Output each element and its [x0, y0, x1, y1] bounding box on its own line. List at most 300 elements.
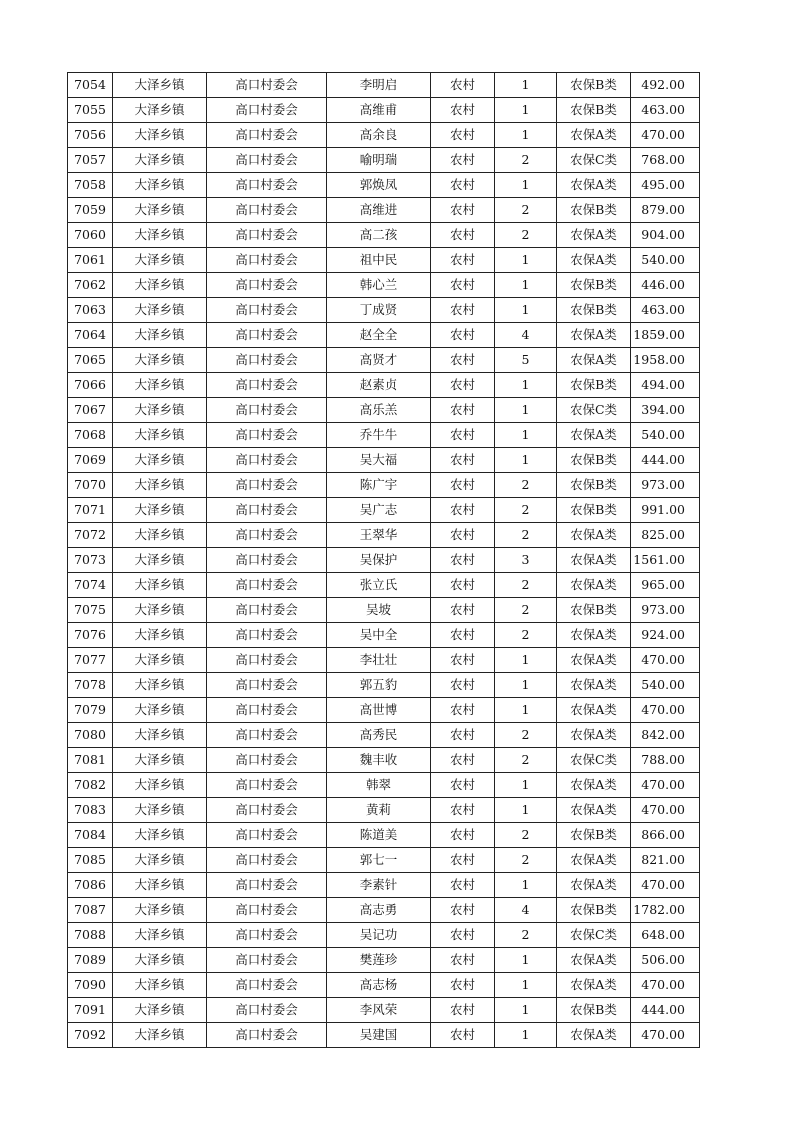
name-cell: 赵全全: [327, 323, 431, 348]
township-cell: 大泽乡镇: [113, 573, 207, 598]
amount-cell: 470.00: [631, 973, 700, 998]
table-body: [68, 73, 700, 1048]
count-cell: 1: [495, 998, 557, 1023]
village-cell: 高口村委会: [207, 523, 327, 548]
village-cell: 高口村委会: [207, 948, 327, 973]
serial-cell: 7065: [68, 348, 113, 373]
table-row: [68, 648, 700, 673]
category-cell: 农保B类: [557, 823, 631, 848]
name-cell: 吴中全: [327, 623, 431, 648]
category-cell: 农保A类: [557, 523, 631, 548]
category-cell: 农保A类: [557, 348, 631, 373]
village-cell: 高口村委会: [207, 623, 327, 648]
name-cell: 韩心兰: [327, 273, 431, 298]
category-cell: 农保B类: [557, 298, 631, 323]
village-cell: 高口村委会: [207, 673, 327, 698]
area-cell: 农村: [431, 323, 495, 348]
serial-cell: 7054: [68, 73, 113, 98]
name-cell: 高贤才: [327, 348, 431, 373]
township-cell: 大泽乡镇: [113, 923, 207, 948]
table-row: [68, 748, 700, 773]
village-cell: 高口村委会: [207, 548, 327, 573]
count-cell: 4: [495, 323, 557, 348]
category-cell: 农保C类: [557, 148, 631, 173]
amount-cell: 1561.00: [631, 548, 700, 573]
village-cell: 高口村委会: [207, 973, 327, 998]
count-cell: 2: [495, 598, 557, 623]
category-cell: 农保A类: [557, 848, 631, 873]
village-cell: 高口村委会: [207, 1023, 327, 1048]
serial-cell: 7083: [68, 798, 113, 823]
count-cell: 3: [495, 548, 557, 573]
village-cell: 高口村委会: [207, 873, 327, 898]
table-row: [68, 373, 700, 398]
count-cell: 2: [495, 748, 557, 773]
amount-cell: 470.00: [631, 123, 700, 148]
serial-cell: 7078: [68, 673, 113, 698]
category-cell: 农保A类: [557, 123, 631, 148]
category-cell: 农保B类: [557, 198, 631, 223]
count-cell: 1: [495, 273, 557, 298]
village-cell: 高口村委会: [207, 748, 327, 773]
table-row: [68, 223, 700, 248]
village-cell: 高口村委会: [207, 923, 327, 948]
area-cell: 农村: [431, 523, 495, 548]
village-cell: 高口村委会: [207, 148, 327, 173]
table-row: [68, 123, 700, 148]
table-row: [68, 348, 700, 373]
category-cell: 农保A类: [557, 973, 631, 998]
area-cell: 农村: [431, 348, 495, 373]
count-cell: 1: [495, 248, 557, 273]
count-cell: 2: [495, 923, 557, 948]
count-cell: 2: [495, 198, 557, 223]
township-cell: 大泽乡镇: [113, 398, 207, 423]
township-cell: 大泽乡镇: [113, 548, 207, 573]
table-row: [68, 998, 700, 1023]
township-cell: 大泽乡镇: [113, 973, 207, 998]
serial-cell: 7070: [68, 473, 113, 498]
count-cell: 2: [495, 623, 557, 648]
area-cell: 农村: [431, 598, 495, 623]
category-cell: 农保A类: [557, 223, 631, 248]
count-cell: 4: [495, 898, 557, 923]
township-cell: 大泽乡镇: [113, 848, 207, 873]
category-cell: 农保A类: [557, 173, 631, 198]
name-cell: 丁成贤: [327, 298, 431, 323]
table-row: [68, 623, 700, 648]
category-cell: 农保A类: [557, 673, 631, 698]
amount-cell: 965.00: [631, 573, 700, 598]
count-cell: 2: [495, 823, 557, 848]
count-cell: 2: [495, 473, 557, 498]
township-cell: 大泽乡镇: [113, 1023, 207, 1048]
table-row: [68, 723, 700, 748]
serial-cell: 7091: [68, 998, 113, 1023]
area-cell: 农村: [431, 698, 495, 723]
serial-cell: 7087: [68, 898, 113, 923]
serial-cell: 7064: [68, 323, 113, 348]
serial-cell: 7067: [68, 398, 113, 423]
township-cell: 大泽乡镇: [113, 648, 207, 673]
township-cell: 大泽乡镇: [113, 198, 207, 223]
table-row: [68, 198, 700, 223]
village-cell: 高口村委会: [207, 173, 327, 198]
category-cell: 农保A类: [557, 873, 631, 898]
amount-cell: 842.00: [631, 723, 700, 748]
table-row: [68, 398, 700, 423]
amount-cell: 973.00: [631, 473, 700, 498]
amount-cell: 821.00: [631, 848, 700, 873]
amount-cell: 825.00: [631, 523, 700, 548]
amount-cell: 463.00: [631, 98, 700, 123]
table-row: [68, 1023, 700, 1048]
table-row: [68, 948, 700, 973]
category-cell: 农保B类: [557, 448, 631, 473]
amount-cell: 788.00: [631, 748, 700, 773]
amount-cell: 495.00: [631, 173, 700, 198]
table-row: [68, 873, 700, 898]
area-cell: 农村: [431, 623, 495, 648]
table-row: [68, 98, 700, 123]
table-row: [68, 423, 700, 448]
count-cell: 2: [495, 223, 557, 248]
serial-cell: 7079: [68, 698, 113, 723]
area-cell: 农村: [431, 423, 495, 448]
township-cell: 大泽乡镇: [113, 698, 207, 723]
serial-cell: 7068: [68, 423, 113, 448]
village-cell: 高口村委会: [207, 648, 327, 673]
count-cell: 1: [495, 648, 557, 673]
table-row: [68, 548, 700, 573]
category-cell: 农保C类: [557, 398, 631, 423]
area-cell: 农村: [431, 273, 495, 298]
count-cell: 1: [495, 398, 557, 423]
village-cell: 高口村委会: [207, 373, 327, 398]
village-cell: 高口村委会: [207, 498, 327, 523]
serial-cell: 7061: [68, 248, 113, 273]
table-row: [68, 798, 700, 823]
township-cell: 大泽乡镇: [113, 173, 207, 198]
category-cell: 农保A类: [557, 623, 631, 648]
township-cell: 大泽乡镇: [113, 998, 207, 1023]
township-cell: 大泽乡镇: [113, 298, 207, 323]
township-cell: 大泽乡镇: [113, 748, 207, 773]
table-row: [68, 598, 700, 623]
village-cell: 高口村委会: [207, 323, 327, 348]
area-cell: 农村: [431, 223, 495, 248]
village-cell: 高口村委会: [207, 223, 327, 248]
village-cell: 高口村委会: [207, 248, 327, 273]
village-cell: 高口村委会: [207, 723, 327, 748]
data-table: [67, 72, 700, 1048]
name-cell: 高维甫: [327, 98, 431, 123]
table-row: [68, 498, 700, 523]
name-cell: 魏丰收: [327, 748, 431, 773]
name-cell: 高世博: [327, 698, 431, 723]
amount-cell: 470.00: [631, 798, 700, 823]
amount-cell: 394.00: [631, 398, 700, 423]
name-cell: 高志杨: [327, 973, 431, 998]
count-cell: 1: [495, 373, 557, 398]
amount-cell: 446.00: [631, 273, 700, 298]
serial-cell: 7060: [68, 223, 113, 248]
name-cell: 李明启: [327, 73, 431, 98]
township-cell: 大泽乡镇: [113, 873, 207, 898]
township-cell: 大泽乡镇: [113, 523, 207, 548]
amount-cell: 470.00: [631, 1023, 700, 1048]
area-cell: 农村: [431, 798, 495, 823]
village-cell: 高口村委会: [207, 898, 327, 923]
category-cell: 农保A类: [557, 773, 631, 798]
township-cell: 大泽乡镇: [113, 623, 207, 648]
area-cell: 农村: [431, 73, 495, 98]
table-row: [68, 973, 700, 998]
village-cell: 高口村委会: [207, 848, 327, 873]
count-cell: 1: [495, 123, 557, 148]
area-cell: 农村: [431, 873, 495, 898]
name-cell: 高余良: [327, 123, 431, 148]
serial-cell: 7071: [68, 498, 113, 523]
area-cell: 农村: [431, 498, 495, 523]
count-cell: 1: [495, 798, 557, 823]
name-cell: 吴坡: [327, 598, 431, 623]
area-cell: 农村: [431, 898, 495, 923]
serial-cell: 7074: [68, 573, 113, 598]
amount-cell: 768.00: [631, 148, 700, 173]
area-cell: 农村: [431, 98, 495, 123]
serial-cell: 7090: [68, 973, 113, 998]
count-cell: 1: [495, 173, 557, 198]
table-row: [68, 698, 700, 723]
count-cell: 1: [495, 673, 557, 698]
serial-cell: 7092: [68, 1023, 113, 1048]
amount-cell: 470.00: [631, 698, 700, 723]
serial-cell: 7077: [68, 648, 113, 673]
category-cell: 农保C类: [557, 748, 631, 773]
table-row: [68, 298, 700, 323]
table-row: [68, 323, 700, 348]
count-cell: 1: [495, 698, 557, 723]
area-cell: 农村: [431, 148, 495, 173]
category-cell: 农保B类: [557, 498, 631, 523]
count-cell: 5: [495, 348, 557, 373]
count-cell: 1: [495, 773, 557, 798]
category-cell: 农保B类: [557, 898, 631, 923]
village-cell: 高口村委会: [207, 598, 327, 623]
name-cell: 樊莲珍: [327, 948, 431, 973]
township-cell: 大泽乡镇: [113, 773, 207, 798]
serial-cell: 7080: [68, 723, 113, 748]
area-cell: 农村: [431, 198, 495, 223]
area-cell: 农村: [431, 823, 495, 848]
count-cell: 1: [495, 423, 557, 448]
village-cell: 高口村委会: [207, 473, 327, 498]
amount-cell: 991.00: [631, 498, 700, 523]
area-cell: 农村: [431, 373, 495, 398]
count-cell: 2: [495, 148, 557, 173]
serial-cell: 7059: [68, 198, 113, 223]
serial-cell: 7089: [68, 948, 113, 973]
village-cell: 高口村委会: [207, 998, 327, 1023]
amount-cell: 540.00: [631, 248, 700, 273]
area-cell: 农村: [431, 398, 495, 423]
amount-cell: 1782.00: [631, 898, 700, 923]
serial-cell: 7084: [68, 823, 113, 848]
name-cell: 黄莉: [327, 798, 431, 823]
serial-cell: 7076: [68, 623, 113, 648]
amount-cell: 540.00: [631, 423, 700, 448]
village-cell: 高口村委会: [207, 573, 327, 598]
township-cell: 大泽乡镇: [113, 248, 207, 273]
township-cell: 大泽乡镇: [113, 448, 207, 473]
name-cell: 高维进: [327, 198, 431, 223]
area-cell: 农村: [431, 1023, 495, 1048]
name-cell: 韩翠: [327, 773, 431, 798]
area-cell: 农村: [431, 298, 495, 323]
area-cell: 农村: [431, 248, 495, 273]
name-cell: 高二孩: [327, 223, 431, 248]
area-cell: 农村: [431, 848, 495, 873]
name-cell: 赵素贞: [327, 373, 431, 398]
area-cell: 农村: [431, 648, 495, 673]
amount-cell: 444.00: [631, 448, 700, 473]
area-cell: 农村: [431, 723, 495, 748]
count-cell: 1: [495, 98, 557, 123]
village-cell: 高口村委会: [207, 823, 327, 848]
name-cell: 吴大福: [327, 448, 431, 473]
area-cell: 农村: [431, 123, 495, 148]
amount-cell: 444.00: [631, 998, 700, 1023]
table-row: [68, 173, 700, 198]
area-cell: 农村: [431, 973, 495, 998]
amount-cell: 1958.00: [631, 348, 700, 373]
table-row: [68, 473, 700, 498]
township-cell: 大泽乡镇: [113, 348, 207, 373]
name-cell: 陈广宇: [327, 473, 431, 498]
table-row: [68, 73, 700, 98]
serial-cell: 7057: [68, 148, 113, 173]
township-cell: 大泽乡镇: [113, 273, 207, 298]
amount-cell: 492.00: [631, 73, 700, 98]
table-row: [68, 573, 700, 598]
amount-cell: 1859.00: [631, 323, 700, 348]
area-cell: 农村: [431, 998, 495, 1023]
name-cell: 张立氏: [327, 573, 431, 598]
village-cell: 高口村委会: [207, 73, 327, 98]
township-cell: 大泽乡镇: [113, 823, 207, 848]
serial-cell: 7063: [68, 298, 113, 323]
serial-cell: 7075: [68, 598, 113, 623]
township-cell: 大泽乡镇: [113, 473, 207, 498]
name-cell: 吴建国: [327, 1023, 431, 1048]
category-cell: 农保A类: [557, 548, 631, 573]
area-cell: 农村: [431, 173, 495, 198]
serial-cell: 7072: [68, 523, 113, 548]
count-cell: 1: [495, 973, 557, 998]
area-cell: 农村: [431, 948, 495, 973]
village-cell: 高口村委会: [207, 348, 327, 373]
count-cell: 1: [495, 948, 557, 973]
table-row: [68, 673, 700, 698]
township-cell: 大泽乡镇: [113, 73, 207, 98]
name-cell: 乔牛牛: [327, 423, 431, 448]
name-cell: 吴保护: [327, 548, 431, 573]
serial-cell: 7069: [68, 448, 113, 473]
township-cell: 大泽乡镇: [113, 673, 207, 698]
serial-cell: 7088: [68, 923, 113, 948]
table-row: [68, 923, 700, 948]
serial-cell: 7056: [68, 123, 113, 148]
table-row: [68, 273, 700, 298]
category-cell: 农保A类: [557, 323, 631, 348]
township-cell: 大泽乡镇: [113, 323, 207, 348]
category-cell: 农保A类: [557, 648, 631, 673]
amount-cell: 866.00: [631, 823, 700, 848]
amount-cell: 506.00: [631, 948, 700, 973]
count-cell: 2: [495, 573, 557, 598]
category-cell: 农保C类: [557, 923, 631, 948]
area-cell: 农村: [431, 448, 495, 473]
name-cell: 吴广志: [327, 498, 431, 523]
count-cell: 1: [495, 1023, 557, 1048]
serial-cell: 7085: [68, 848, 113, 873]
area-cell: 农村: [431, 923, 495, 948]
township-cell: 大泽乡镇: [113, 98, 207, 123]
count-cell: 2: [495, 523, 557, 548]
category-cell: 农保B类: [557, 73, 631, 98]
amount-cell: 470.00: [631, 648, 700, 673]
area-cell: 农村: [431, 573, 495, 598]
table-row: [68, 823, 700, 848]
village-cell: 高口村委会: [207, 198, 327, 223]
amount-cell: 494.00: [631, 373, 700, 398]
category-cell: 农保A类: [557, 698, 631, 723]
table-row: [68, 523, 700, 548]
category-cell: 农保B类: [557, 473, 631, 498]
table-row: [68, 848, 700, 873]
category-cell: 农保A类: [557, 423, 631, 448]
name-cell: 吴记功: [327, 923, 431, 948]
category-cell: 农保A类: [557, 1023, 631, 1048]
serial-cell: 7055: [68, 98, 113, 123]
village-cell: 高口村委会: [207, 398, 327, 423]
village-cell: 高口村委会: [207, 423, 327, 448]
name-cell: 高志勇: [327, 898, 431, 923]
village-cell: 高口村委会: [207, 773, 327, 798]
village-cell: 高口村委会: [207, 123, 327, 148]
name-cell: 高秀民: [327, 723, 431, 748]
area-cell: 农村: [431, 548, 495, 573]
serial-cell: 7073: [68, 548, 113, 573]
amount-cell: 470.00: [631, 773, 700, 798]
category-cell: 农保A类: [557, 798, 631, 823]
category-cell: 农保B类: [557, 998, 631, 1023]
village-cell: 高口村委会: [207, 448, 327, 473]
village-cell: 高口村委会: [207, 798, 327, 823]
serial-cell: 7086: [68, 873, 113, 898]
area-cell: 农村: [431, 773, 495, 798]
township-cell: 大泽乡镇: [113, 723, 207, 748]
category-cell: 农保A类: [557, 248, 631, 273]
amount-cell: 879.00: [631, 198, 700, 223]
category-cell: 农保A类: [557, 573, 631, 598]
category-cell: 农保A类: [557, 948, 631, 973]
amount-cell: 470.00: [631, 873, 700, 898]
township-cell: 大泽乡镇: [113, 373, 207, 398]
township-cell: 大泽乡镇: [113, 598, 207, 623]
serial-cell: 7066: [68, 373, 113, 398]
